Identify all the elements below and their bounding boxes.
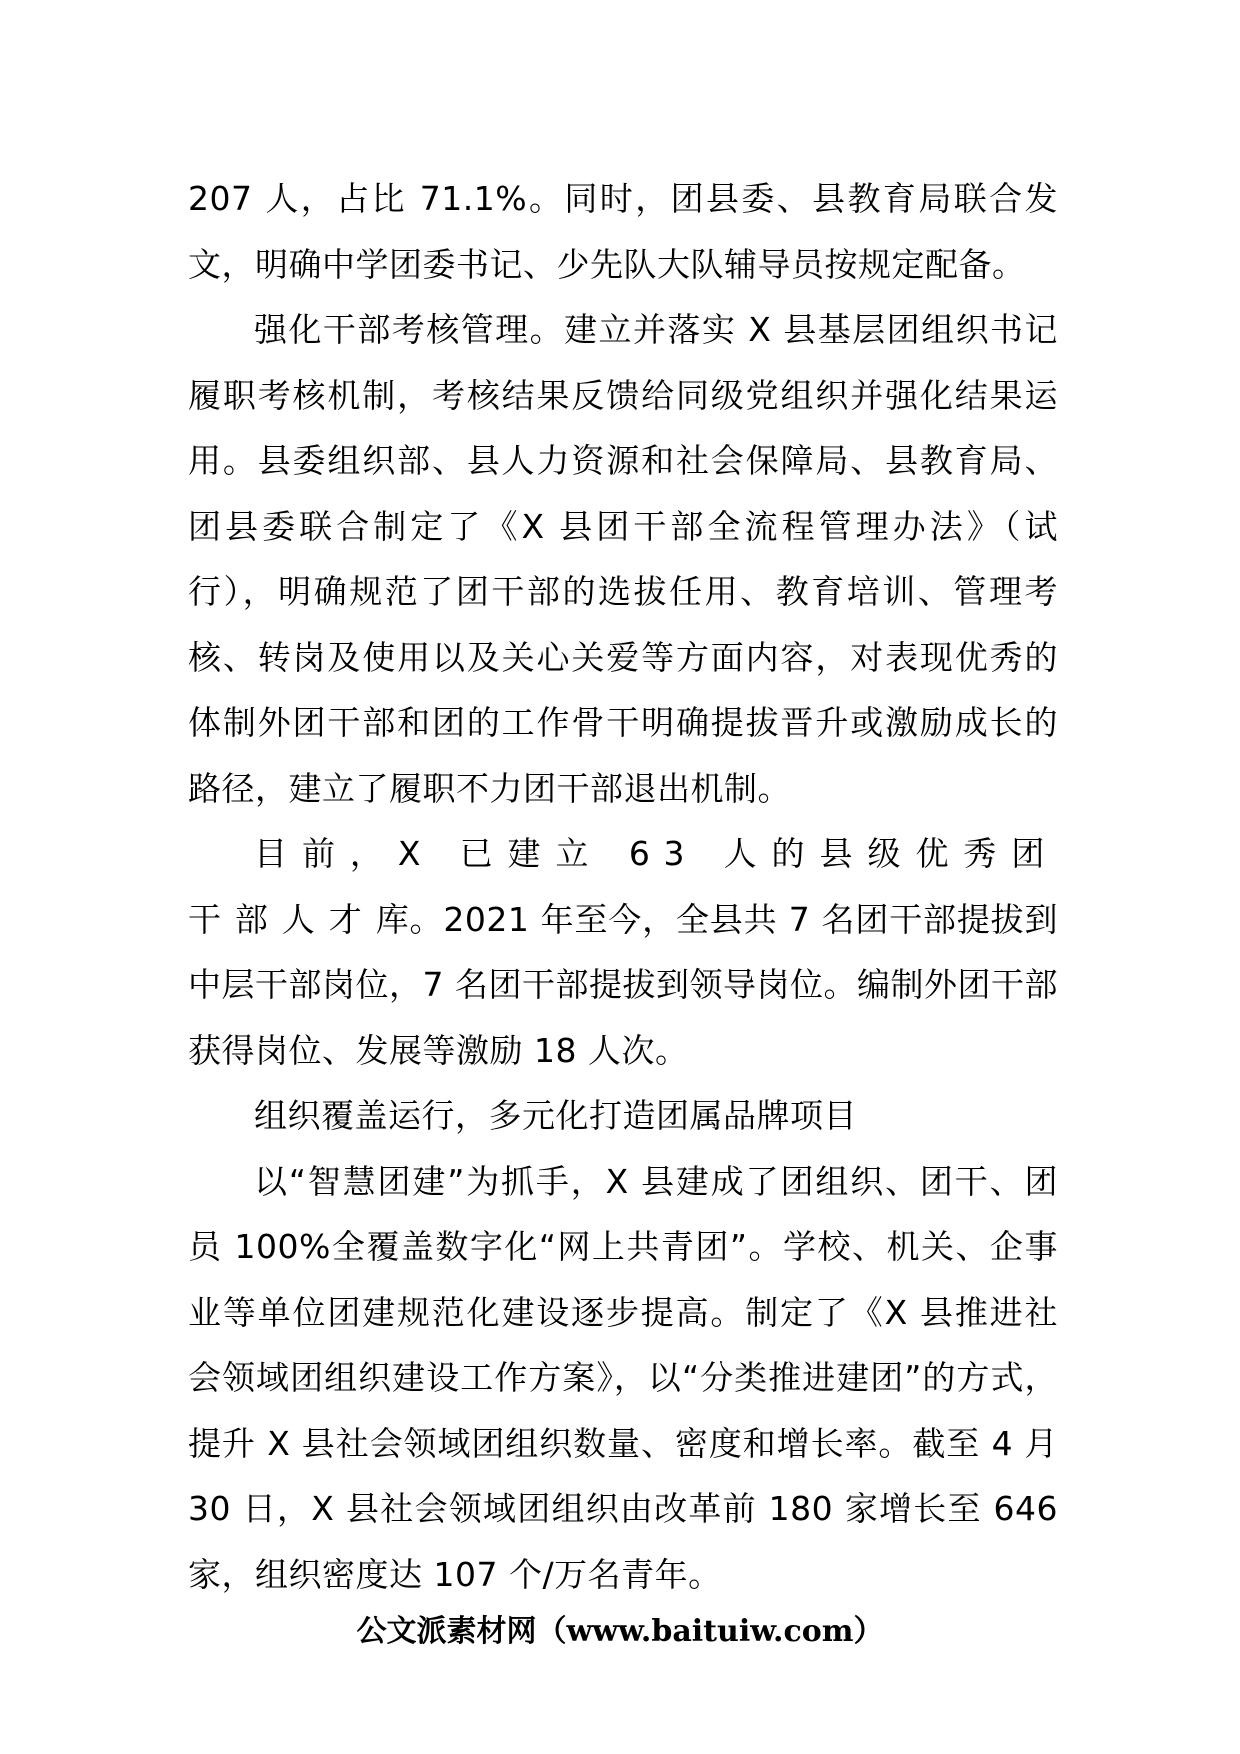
section-heading: 组织覆盖运行，多元化打造团属品牌项目 [254, 1096, 857, 1135]
paragraph-talent-pool [188, 821, 1058, 1083]
paragraph-cadre-assessment: 强化干部考核管理。建立并落实 X 县基层团组织书记履职考核机制，考核结果反馈给同级党组织并强化结果运用。县委组织部、县人力资源和社会保障局、县教育局、团县委联合制定了《X 县团干部全流程管理办法》（试行），明确规范了团干部的选拔任用、教育培训、管理考核、转岗及使用以及关心关爱等方面内容，对表现优秀的体制外团干部和团的工作骨干明确提拔晋升或激励成长的路径，建立了履职不力团干部退出机制。 [188, 310, 1058, 808]
paragraph-smart-league: 以“智慧团建”为抓手，X 县建成了团组织、团干、团员 100%全覆盖数字化“网上共青团”。学校、机关、企事业等单位团建规范化建设逐步提高。制定了《X 县推进社会领域团组织建设工作方案》，以“分类推进建团”的方式，提升 X 县社会领域团组织数量、密度和增长率。截至 4 月 30 日，X 县社会领域团组织由改革前 180 家增长至 646 家，组织密度达 107 个/万名青年。 [188, 1161, 1058, 1594]
paragraph-continued: 207 人，占比 71.1%。同时，团县委、县教育局联合发文，明确中学团委书记、少先队大队辅导员按规定配备。 [188, 179, 1058, 284]
paragraph-talent-pool-rest: 库。2021 年至今，全县共 7 名团干部提拔到中层干部岗位，7 名团干部提拔到领导岗位。编制外团干部获得岗位、发展等激励 18 人次。 [188, 899, 1058, 1070]
footer-watermark: 公文派素材网（www.baituiw.com） [356, 1614, 884, 1649]
paragraph-talent-pool-first-line: 目前，X 已建立 63 人的县级优秀团干部人才 [188, 834, 1058, 939]
document-body [188, 166, 1058, 1607]
